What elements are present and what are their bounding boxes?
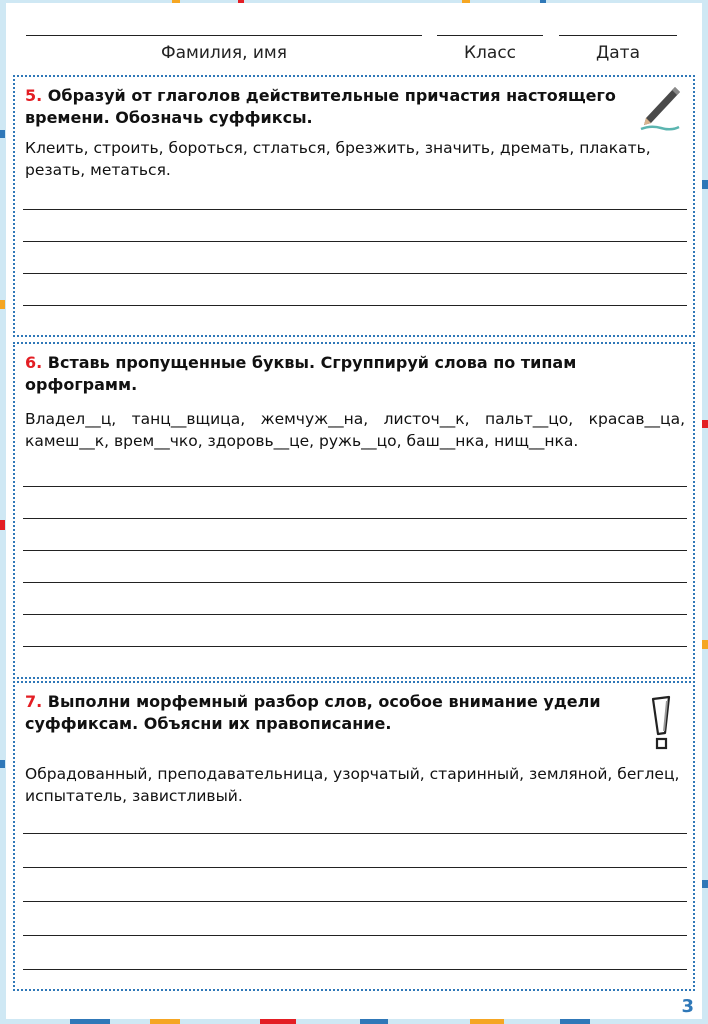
task-7-number: 7. <box>25 692 43 711</box>
date-underline[interactable] <box>559 35 677 36</box>
name-underline[interactable] <box>26 35 422 36</box>
task-5-title <box>25 85 635 129</box>
worksheet-page <box>6 3 702 1019</box>
answer-line[interactable] <box>23 305 687 306</box>
task-6-title <box>25 352 665 396</box>
task-5-words: Клеить, строить, бороться, стлаться, брезжить, значить, дремать, плакать, резать, метаться. <box>25 139 651 179</box>
answer-line[interactable] <box>23 518 687 519</box>
pencil-icon <box>639 85 681 131</box>
answer-line[interactable] <box>23 273 687 274</box>
page-number: 3 <box>681 996 694 1017</box>
answer-line[interactable] <box>23 935 687 936</box>
task-5 <box>13 75 695 337</box>
answer-line[interactable] <box>23 833 687 834</box>
date-label: Дата <box>595 43 641 63</box>
task-6-instruction: Вставь пропущенные буквы. Сгруппируй слова по типам орфограмм. <box>25 353 577 394</box>
answer-line[interactable] <box>23 614 687 615</box>
task-5-number: 5. <box>25 86 43 105</box>
name-label: Фамилия, имя <box>161 43 287 63</box>
answer-line[interactable] <box>23 486 687 487</box>
task-7 <box>13 681 695 991</box>
answer-line[interactable] <box>23 867 687 868</box>
task-5-instruction: Образуй от глаголов действительные причастия настоящего времени. Обозначь суффиксы. <box>25 86 616 127</box>
answer-line[interactable] <box>23 582 687 583</box>
answer-line[interactable] <box>23 209 687 210</box>
task-6-number: 6. <box>25 353 43 372</box>
answer-line[interactable] <box>23 550 687 551</box>
answer-line[interactable] <box>23 241 687 242</box>
task-6 <box>13 342 695 679</box>
class-underline[interactable] <box>437 35 543 36</box>
exclamation-icon <box>645 695 679 751</box>
task-7-title <box>25 691 635 735</box>
answer-line[interactable] <box>23 969 687 970</box>
task-6-words: Владел__ц, танц__вщица, жемчуж__на, листоч__к, пальт__цо, красав__ца, камеш__к, врем__чко, здоровь__це, ружь__цо, баш__нка, нищ__нка. <box>25 410 685 450</box>
answer-line[interactable] <box>23 646 687 647</box>
student-header <box>6 3 702 73</box>
task-7-words: Обрадованный, преподавательница, узорчатый, старинный, земляной, беглец, испытатель, завистливый. <box>25 765 680 805</box>
task-7-instruction: Выполни морфемный разбор слов, особое внимание удели суффиксам. Объясни их правописание. <box>25 692 601 733</box>
answer-line[interactable] <box>23 901 687 902</box>
class-label: Класс <box>463 43 517 63</box>
